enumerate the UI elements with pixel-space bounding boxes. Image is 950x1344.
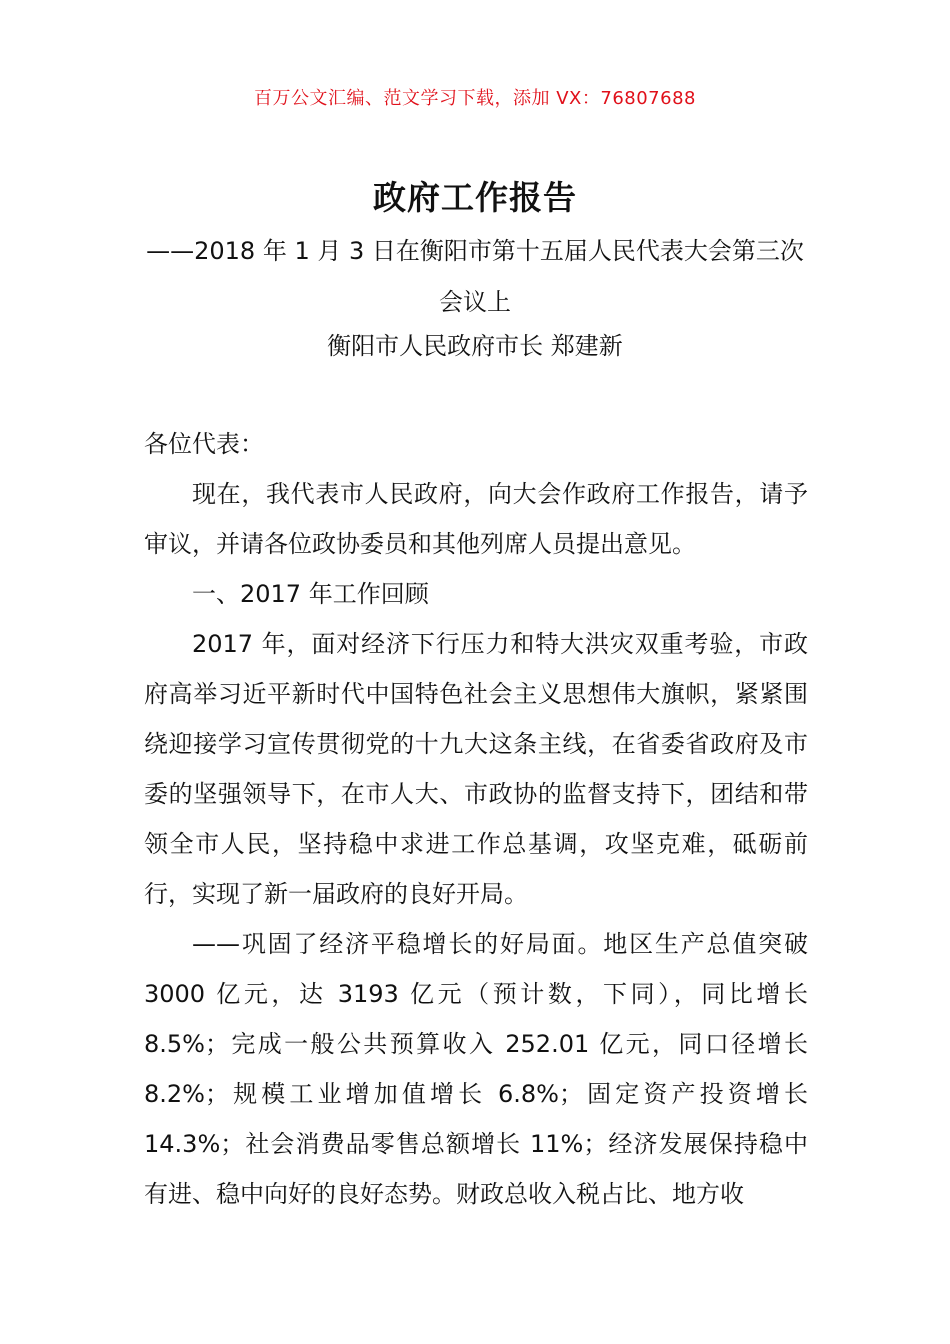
paragraph-economy: ——巩固了经济平稳增长的好局面。地区生产总值突破 3000 亿元，达 3193 亿元（预计数，下同），同比增长 8.5%；完成一般公共预算收入 252.01 亿元，同口径增长 8.2%；规模工业增加值增长 6.8%；固定资产投资增长 14.3%；社会消费品零售总额增长 11%；经济发展保持稳中有进、稳中向好的良好态势。财政总收入税占比、地方收 [144,930,808,1208]
section-heading: 一、2017 年工作回顾 [192,580,429,608]
report-title: 政府工作报告 [373,178,577,217]
report-author: 衡阳市人民政府市长 郑建新 [327,332,623,360]
salutation: 各位代表： [144,430,264,458]
report-body [144,419,808,1219]
paragraph-intro: 现在，我代表市人民政府，向大会作政府工作报告，请予审议，并请各位政协委员和其他列席人员提出意见。 [144,480,808,558]
report-subtitle: ——2018 年 1 月 3 日在衡阳市第十五届人民代表大会第三次会议上 [146,237,804,316]
watermark-banner: 百万公文汇编、范文学习下载，添加 VX：76807688 [254,88,696,109]
paragraph-review: 2017 年，面对经济下行压力和特大洪灾双重考验，市政府高举习近平新时代中国特色社会主义思想伟大旗帜，紧紧围绕迎接学习宣传贯彻党的十九大这条主线，在省委省政府及市委的坚强领导下，在市人大、市政协的监督支持下，团结和带领全市人民，坚持稳中求进工作总基调，攻坚克难，砥砺前行，实现了新一届政府的良好开局。 [144,630,808,908]
